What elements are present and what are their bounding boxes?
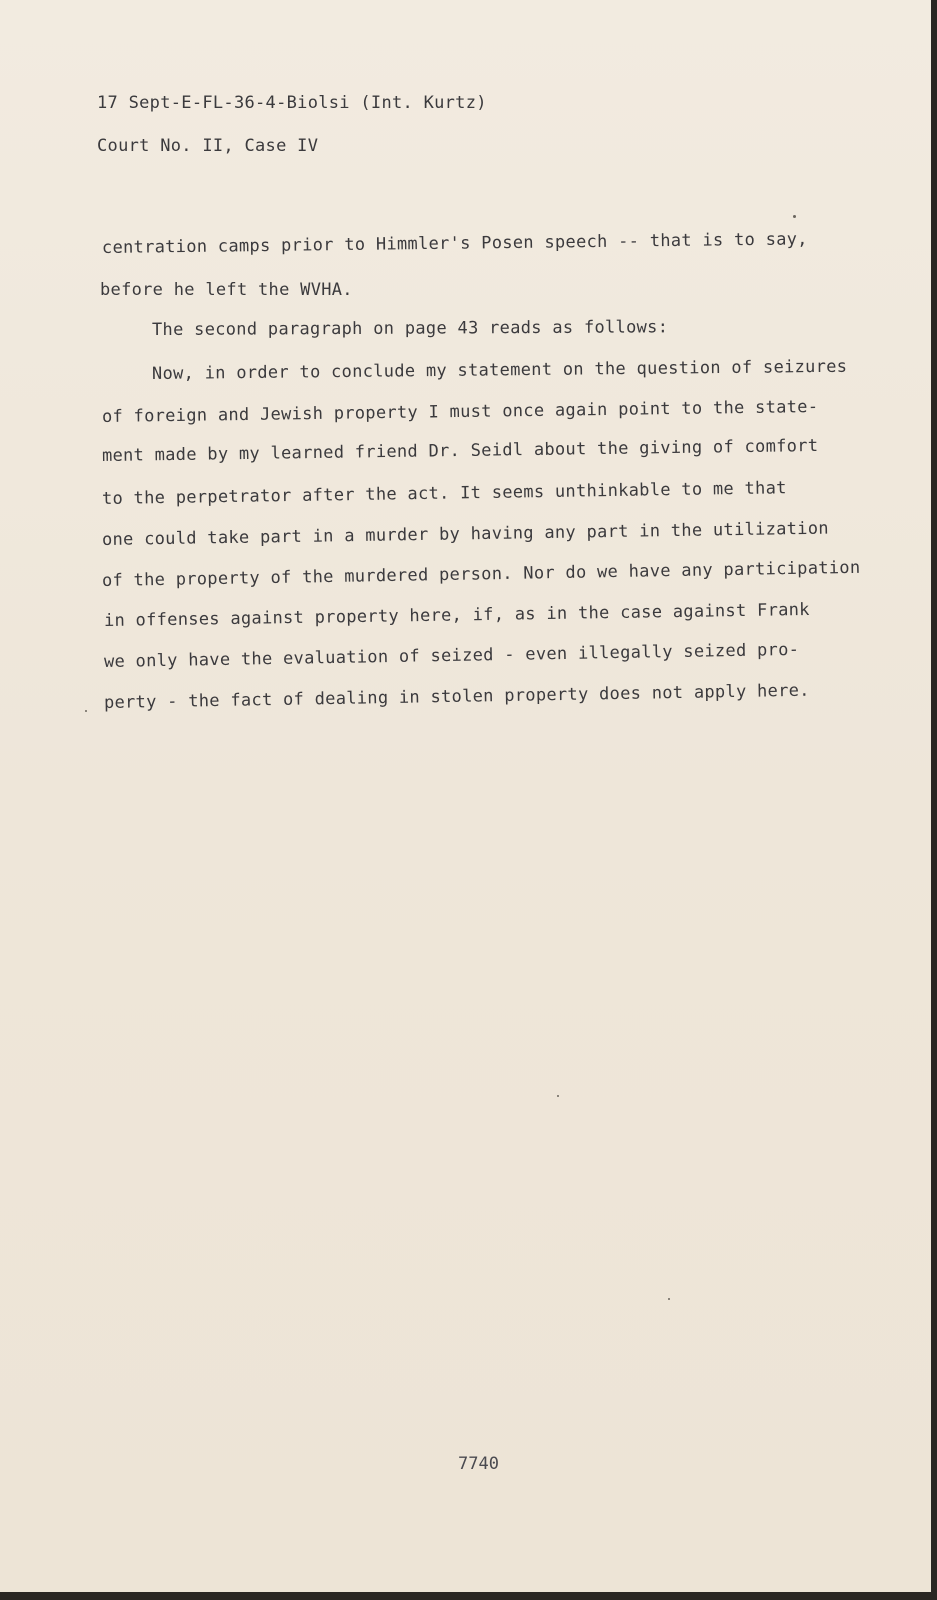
- body-line: of the property of the murdered person. Nor do we have any participation: [101, 557, 861, 591]
- body-line: The second paragraph on page 43 reads as follows:: [151, 317, 669, 340]
- body-line: we only have the evaluation of seized - even illegally seized pro-: [103, 639, 800, 672]
- body-line: centration camps prior to Himmler's Posen speech -- that is to say,: [101, 229, 808, 258]
- paper-speck: [793, 215, 796, 218]
- body-line: of foreign and Jewish property I must once again point to the state-: [101, 396, 819, 427]
- body-line: ment made by my learned friend Dr. Seidl about the giving of comfort: [101, 435, 819, 466]
- scan-edge-right: [931, 0, 937, 1600]
- header-court-case: Court No. II, Case IV: [97, 136, 319, 156]
- body-line: Now, in order to conclude my statement on the question of seizures: [151, 356, 848, 384]
- scan-edge-bottom: [0, 1592, 937, 1600]
- body-line: in offenses against property here, if, as in the case against Frank: [103, 599, 810, 631]
- paper-speck: [557, 1095, 559, 1097]
- body-line: to the perpetrator after the act. It seems unthinkable to me that: [101, 478, 787, 509]
- page-number: 7740: [458, 1454, 499, 1474]
- paper-speck: [668, 1298, 670, 1300]
- paper-speck: [85, 710, 87, 712]
- header-document-reference: 17 Sept-E-FL-36-4-Biolsi (Int. Kurtz): [97, 93, 487, 113]
- body-line: before he left the WVHA.: [100, 280, 353, 300]
- body-line: one could take part in a murder by having any part in the utilization: [101, 518, 829, 550]
- body-line: perty - the fact of dealing in stolen property does not apply here.: [103, 680, 810, 713]
